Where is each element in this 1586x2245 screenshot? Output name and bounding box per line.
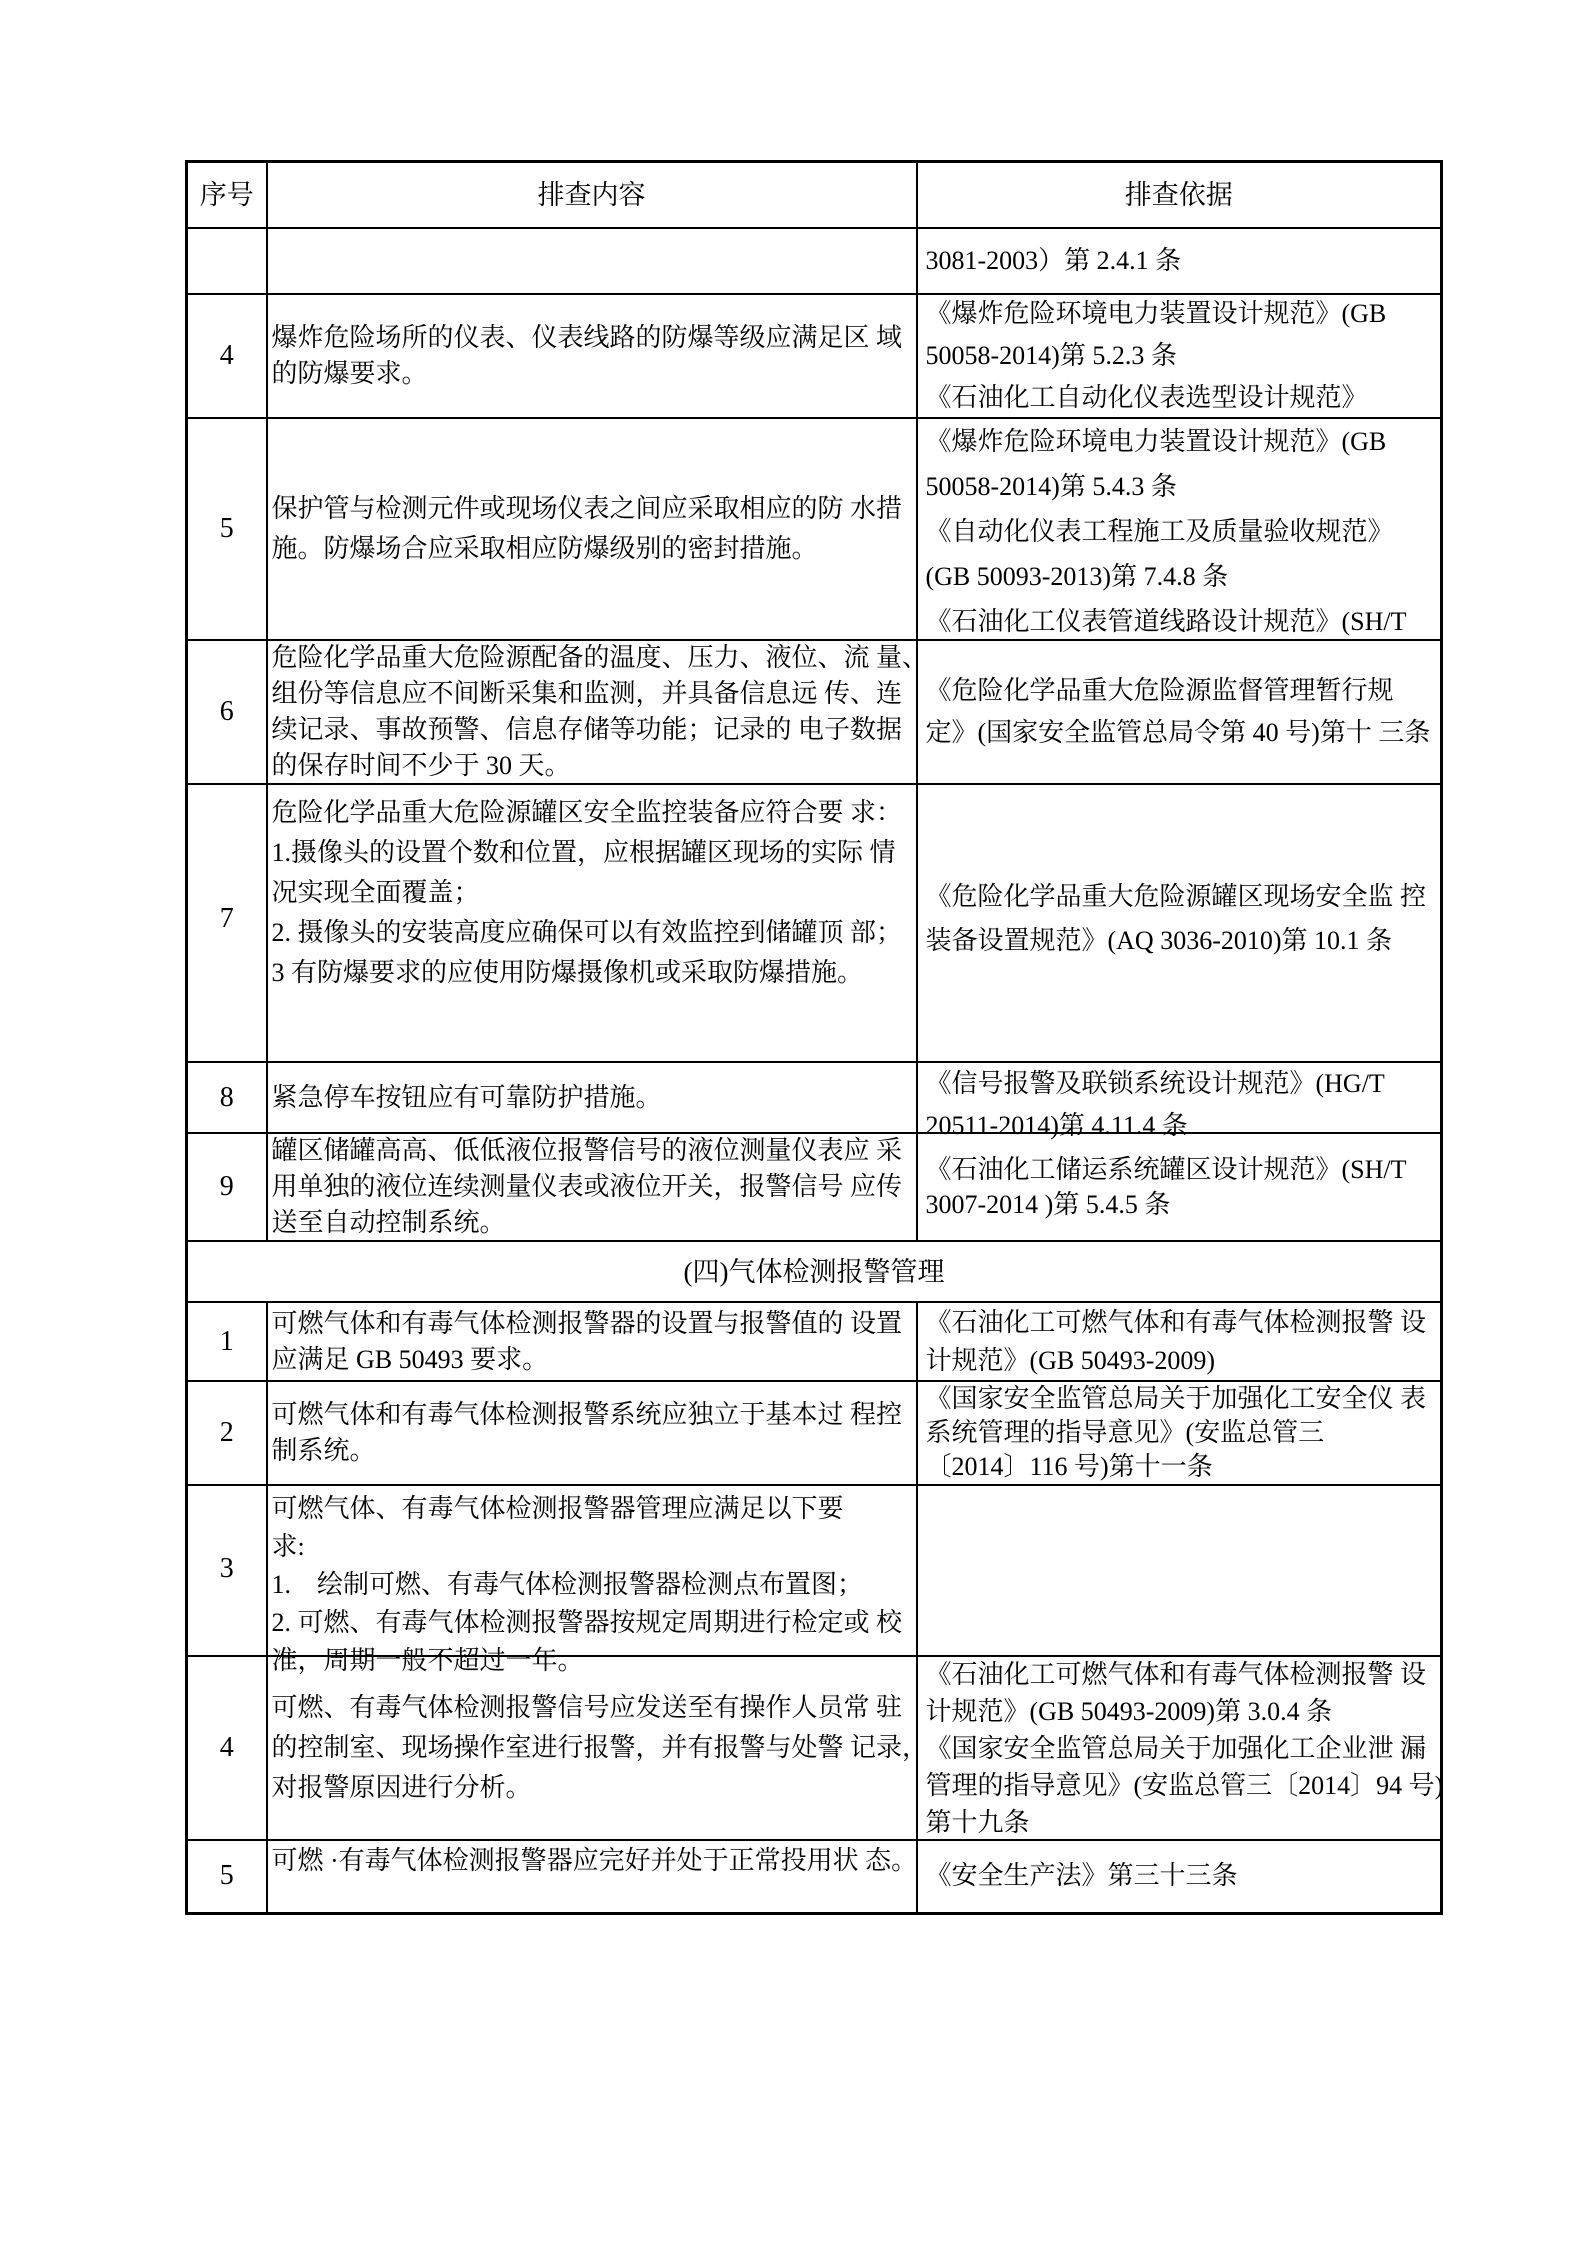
col-header-content (267, 162, 917, 229)
text-line: 3081-2003）第 2.4.1 条 (925, 246, 1182, 275)
text-line: 计规范》(GB 50493-2009) (925, 1345, 1216, 1375)
table-row (187, 1133, 1442, 1241)
table-row (187, 1302, 1442, 1381)
text-line: 的控制室、现场操作室进行报警，并有报警与处警 记录， (271, 1733, 929, 1762)
text-line: 3007-2014 )第 5.4.5 条 (925, 1190, 1171, 1219)
text-line: 可燃、有毒气体检测报警信号应发送至有操作人员常 驻 (271, 1693, 903, 1722)
row-number: 5 (219, 513, 234, 544)
row-content-cell (267, 1062, 917, 1133)
row-number: 4 (219, 1732, 234, 1763)
text-line: 《国家安全监管总局关于加强化工安全仪 表 (925, 1384, 1427, 1413)
text-line: 《安全生产法》第三十三条 (925, 1860, 1238, 1890)
row-number-cell (187, 784, 267, 1062)
text-line: 可燃气体、有毒气体检测报警器管理应满足以下要 (271, 1494, 844, 1523)
text-line: 《危险化学品重大危险源监督管理暂行规 (925, 676, 1394, 705)
text-line: 准，周期一般不超过一年。 (271, 1646, 584, 1675)
row-basis-cell (917, 228, 1442, 294)
row-content-cell (267, 418, 917, 640)
table-row (187, 1062, 1442, 1133)
text-line: 《石油化工可燃气体和有毒气体检测报警 设 (925, 1659, 1427, 1689)
text-line: 《石油化工储运系统罐区设计规范》(SH/T (925, 1155, 1407, 1184)
row-number: 8 (219, 1081, 234, 1113)
text-line: 1.摄像头的设置个数和位置，应根据罐区现场的实际 情 (271, 838, 896, 867)
text-line: 《爆炸危险环境电力装置设计规范》(GB (925, 299, 1387, 328)
text-line: 2. 摄像头的安装高度应确保可以有效监控到储罐顶 部； (271, 918, 903, 947)
row-basis-cell (917, 1381, 1442, 1485)
row-content-cell (267, 1302, 917, 1381)
row-content-cell (267, 1381, 917, 1485)
row-number: 6 (219, 696, 234, 727)
table-row (187, 228, 1442, 294)
text-line: 制系统。 (271, 1436, 376, 1465)
text-line: 3 有防爆要求的应使用防爆摄像机或采取防爆措施。 (271, 958, 864, 987)
row-content-cell (267, 640, 929, 784)
row-basis-cell (917, 1840, 1442, 1914)
table-row (187, 1381, 1442, 1485)
text-line: 〔2014〕116 号)第十一条 (925, 1452, 1213, 1481)
row-number-cell (187, 1133, 267, 1241)
audit-table (185, 160, 1443, 1915)
row-content-cell (267, 1840, 917, 1914)
row-content-cell (267, 1133, 917, 1241)
row-basis-cell (917, 1485, 1442, 1656)
text-line: 对报警原因进行分析。 (271, 1773, 532, 1802)
row-content-cell (267, 784, 917, 1062)
row-number-cell (187, 1656, 267, 1840)
text-line: 《石油化工可燃气体和有毒气体检测报警 设 (925, 1307, 1427, 1337)
header-row (187, 162, 1442, 229)
text-line: 《信号报警及联锁系统设计规范》(HG/T (925, 1069, 1385, 1098)
text-line: 的保存时间不少于 30 天。 (271, 751, 571, 780)
text-line: 的防爆要求。 (271, 359, 428, 388)
row-number-cell (187, 640, 267, 784)
row-number: 2 (219, 1417, 234, 1448)
table-row (187, 418, 1442, 640)
row-number: 4 (219, 340, 234, 371)
table-row (187, 640, 1442, 784)
table-row (187, 784, 1442, 1062)
text-line: (GB 50093-2013)第 7.4.8 条 (925, 562, 1229, 591)
row-number-cell (187, 1302, 267, 1381)
text-line: 《爆炸危险环境电力装置设计规范》(GB (925, 427, 1387, 456)
row-basis-cell (917, 1656, 1442, 1840)
row-content-cell (267, 228, 917, 294)
section-header-row (187, 1241, 1442, 1302)
text-line: 《自动化仪表工程施工及质量验收规范》 (925, 517, 1394, 546)
row-basis-cell (917, 640, 1442, 784)
text-line: 管理的指导意见》(安监总管三〔2014〕94 号) (925, 1770, 1444, 1800)
text-line: 装备设置规范》(AQ 3036-2010)第 10.1 条 (925, 926, 1393, 955)
row-number: 5 (219, 1859, 234, 1891)
row-number-cell (187, 228, 267, 294)
text-line: 送至自动控制系统。 (271, 1208, 506, 1237)
row-basis-cell (917, 1302, 1442, 1381)
text-line: 用单独的液位连续测量仪表或液位开关，报警信号 应传 (271, 1172, 903, 1201)
text-line: 1. 绘制可燃、有毒气体检测报警器检测点布置图； (271, 1570, 864, 1599)
row-number-cell (187, 1840, 267, 1914)
col-header-basis (917, 162, 1442, 229)
col-header-num-label: 序号 (199, 180, 254, 210)
row-basis-cell (917, 784, 1442, 1062)
table-row (187, 1485, 1442, 1656)
row-number-cell (187, 418, 267, 640)
table-row (187, 1656, 1442, 1840)
row-content-cell (267, 294, 917, 418)
row-number-cell (187, 1485, 267, 1656)
text-line: 可燃 ·有毒气体检测报警器应完好并处于正常投用状 态。 (271, 1846, 918, 1875)
row-basis-cell (917, 294, 1442, 418)
text-line: 况实现全面覆盖； (271, 878, 480, 907)
table-row (187, 294, 1442, 418)
text-line: 系统管理的指导意见》(安监总管三 (925, 1418, 1325, 1447)
text-line: 第十九条 (925, 1807, 1030, 1837)
text-line: 求: (271, 1532, 305, 1561)
text-line: 续记录、事故预警、信息存储等功能；记录的 电子数据 (271, 715, 903, 744)
col-header-basis-label: 排查依据 (1124, 180, 1233, 210)
section-title: (四)气体检测报警管理 (683, 1256, 945, 1287)
row-number-cell (187, 294, 267, 418)
text-line: 施。防爆场合应采取相应防爆级别的密封措施。 (271, 534, 818, 563)
text-line: 50058-2014)第 5.2.3 条 (925, 341, 1177, 370)
row-number: 3 (219, 1552, 234, 1584)
text-line: 计规范》(GB 50493-2009)第 3.0.4 条 (925, 1696, 1333, 1726)
text-line: 组份等信息应不间断采集和监测，并具备信息远 传、连 (271, 679, 903, 708)
text-line: 《国家安全监管总局关于加强化工企业泄 漏 (925, 1733, 1427, 1763)
text-line: 定》(国家安全监管总局令第 40 号)第十 三条 (925, 718, 1431, 747)
row-number: 9 (219, 1171, 234, 1202)
row-basis-cell (917, 1062, 1442, 1140)
text-line: 《石油化工仪表管道线路设计规范》(SH/T (925, 607, 1407, 636)
row-number-cell (187, 1381, 267, 1485)
text-line: 可燃气体和有毒气体检测报警器的设置与报警值的 设置 (271, 1308, 903, 1338)
row-basis-cell (917, 418, 1442, 640)
text-line: 50058-2014)第 5.4.3 条 (925, 472, 1177, 501)
row-content-cell (267, 1656, 929, 1840)
text-line: 紧急停车按钮应有可靠防护措施。 (271, 1082, 662, 1112)
text-line: 危险化学品重大危险源配备的温度、压力、液位、流 量、 (271, 643, 929, 672)
row-number-cell (187, 1062, 267, 1133)
row-content-cell (267, 1485, 917, 1675)
table-row (187, 1840, 1442, 1914)
row-basis-cell (917, 1133, 1442, 1241)
text-line: 应满足 GB 50493 要求。 (271, 1344, 549, 1374)
section-header-cell (187, 1241, 1442, 1302)
text-line: 《危险化学品重大危险源罐区现场安全监 控 (925, 882, 1427, 911)
text-line: 《石油化工自动化仪表选型设计规范》 (925, 383, 1368, 412)
text-line: 爆炸危险场所的仪表、仪表线路的防爆等级应满足区 域 (271, 323, 903, 352)
row-number: 1 (219, 1325, 234, 1357)
col-header-content-label: 排查内容 (537, 180, 646, 210)
text-line: 可燃气体和有毒气体检测报警系统应独立于基本过 程控 (271, 1400, 903, 1429)
col-header-num (187, 162, 267, 229)
text-line: 罐区储罐高高、低低液位报警信号的液位测量仪表应 采 (271, 1136, 903, 1165)
text-line: 保护管与检测元件或现场仪表之间应采取相应的防 水措 (271, 494, 903, 523)
row-number: 7 (219, 903, 234, 934)
text-line: 2. 可燃、有毒气体检测报警器按规定周期进行检定或 校 (271, 1608, 903, 1637)
text-line: 20511-2014)第 4.11.4 条 (925, 1111, 1188, 1140)
text-line: 危险化学品重大危险源罐区安全监控装备应符合要 求： (271, 798, 903, 827)
